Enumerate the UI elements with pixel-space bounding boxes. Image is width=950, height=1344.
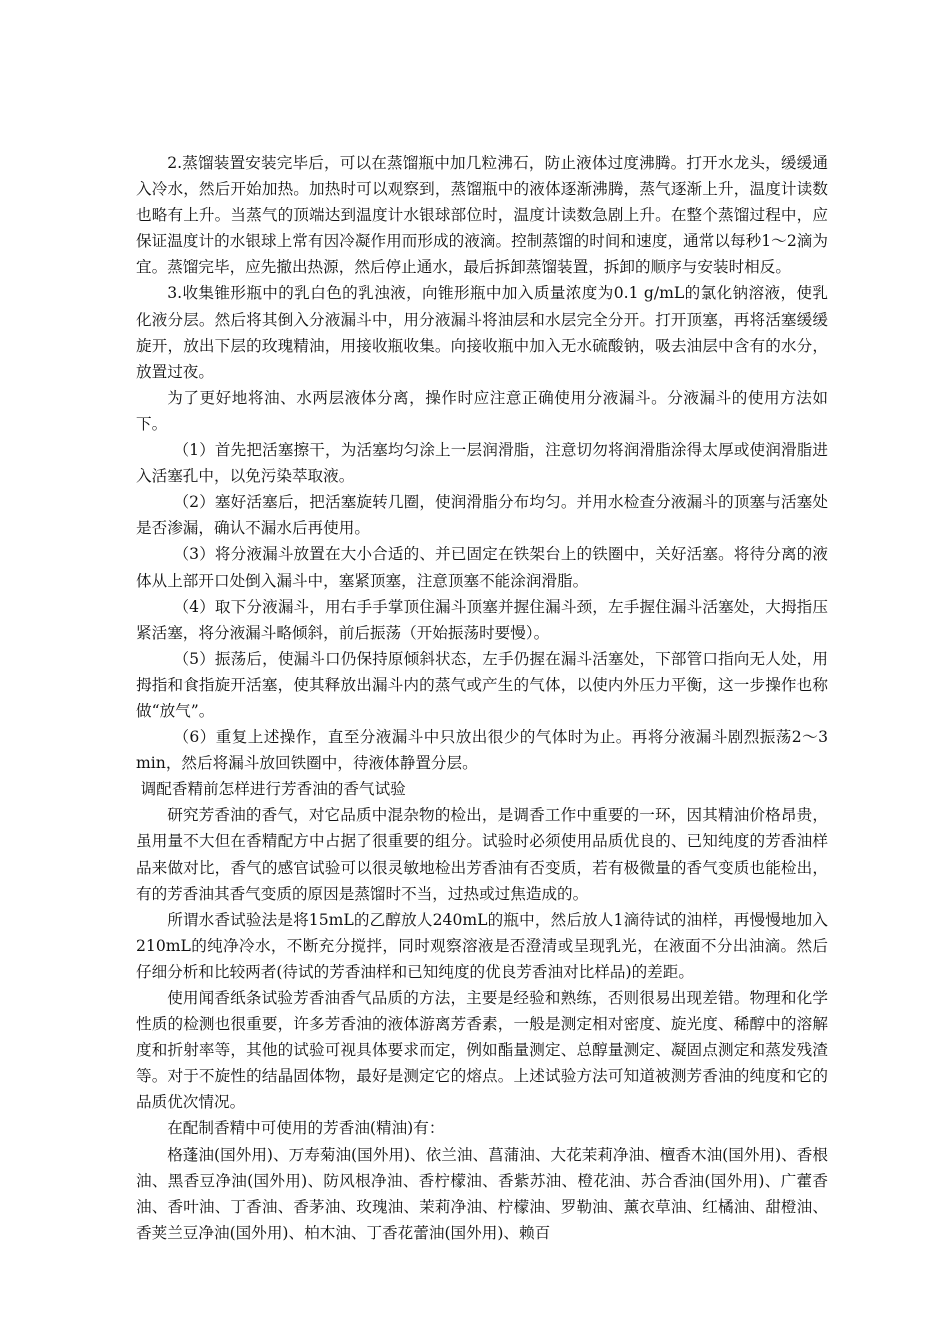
list-item-funnel-step-6: （6）重复上述操作，直至分液漏斗中只放出很少的气体时为止。再将分液漏斗剧烈振荡2～3 min，然后将漏斗放回铁圈中，待液体静置分层。 bbox=[136, 728, 828, 773]
paragraph-aroma-research: 研究芳香油的香气，对它品质中混杂物的检出，是调香工作中重要的一环，因其精油价格昂贵，虽用量不大但在香精配方中占据了很重要的组分。试验时必须使用品质优良的、已知纯度的芳香油样品来做对比，香气的感官试验可以很灵敏地检出芳香油有否变质，若有极微量的香气变质也能检出，有的芳香油其香气变质的原因是蒸馏时不当，过热或过焦造成的。 bbox=[136, 806, 828, 903]
document-body bbox=[136, 150, 828, 1246]
section-heading-aroma-test: 调配香精前怎样进行芳香油的香气试验 bbox=[140, 780, 406, 799]
list-item-funnel-step-2: （2）塞好活塞后，把活塞旋转几圈，使润滑脂分布均匀。并用水检查分液漏斗的顶塞与活塞处是否渗漏，确认不漏水后再使用。 bbox=[136, 493, 828, 538]
paragraph-distillation-step-2: 2.蒸馏装置安装完毕后，可以在蒸馏瓶中加几粒沸石，防止液体过度沸腾。打开水龙头，缓缓通入冷水，然后开始加热。加热时可以观察到，蒸馏瓶中的液体逐渐沸腾，蒸气逐渐上升，温度计读数也略有上升。当蒸气的顶端达到温度计水银球部位时，温度计读数急剧上升。在整个蒸馏过程中，应保证温度计的水银球上常有因冷凝作用而形成的液滴。控制蒸馏的时间和速度，通常以每秒1～2滴为宜。蒸馏完毕，应先撤出热源，然后停止通水，最后拆卸蒸馏装置，拆卸的顺序与安装时相反。 bbox=[136, 154, 828, 277]
list-item-funnel-step-5: （5）振荡后，使漏斗口仍保持原倾斜状态，左手仍握在漏斗活塞处，下部管口指向无人处，用拇指和食指旋开活塞，使其释放出漏斗内的蒸气或产生的气体，以使内外压力平衡，这一步操作也称做“放气”。 bbox=[136, 649, 828, 720]
paragraph-water-aroma-test: 所谓水香试验法是将15mL的乙醇放人240mL的瓶中，然后放人1滴待试的油样，再慢慢地加入210mL的纯净冷水，不断充分搅拌，同时观察溶液是否澄清或呈现乳光，在液面不分出油滴。然后仔细分析和比较两者(待试的芳香油样和已知纯度的优良芳香油对比样品)的差距。 bbox=[136, 910, 828, 981]
paragraph-oils-list: 格蓬油(国外用)、万寿菊油(国外用)、依兰油、菖蒲油、大花茉莉净油、檀香木油(国外用)、香根油、黑香豆净油(国外用)、防风根净油、香柠檬油、香紫苏油、橙花油、苏合香油(国外用)、广藿香油、香叶油、丁香油、香茅油、玫瑰油、茉莉净油、柠檬油、罗勒油、薰衣草油、红橘油、甜橙油、香荚兰豆净油(国外用)、柏木油、丁香花蕾油(国外用)、赖百 bbox=[136, 1145, 828, 1242]
paragraph-oils-intro: 在配制香精中可使用的芳香油(精油)有： bbox=[167, 1119, 445, 1138]
list-item-funnel-step-1: （1）首先把活塞擦干，为活塞均匀涂上一层润滑脂，注意切勿将润滑脂涂得太厚或使润滑脂进入活塞孔中，以免污染萃取液。 bbox=[136, 441, 828, 486]
paragraph-funnel-intro: 为了更好地将油、水两层液体分离，操作时应注意正确使用分液漏斗。分液漏斗的使用方法如下。 bbox=[136, 388, 828, 433]
list-item-funnel-step-3: （3）将分液漏斗放置在大小合适的、并已固定在铁架台上的铁圈中，关好活塞。将待分离的液体从上部开口处倒入漏斗中，塞紧顶塞，注意顶塞不能涂润滑脂。 bbox=[136, 545, 828, 590]
paragraph-smelling-strip-test: 使用闻香纸条试验芳香油香气品质的方法，主要是经验和熟练，否则很易出现差错。物理和化学性质的检测也很重要，许多芳香油的液体游离芳香素，一般是测定相对密度、旋光度、稀醇中的溶解度和折射率等，其他的试验可视具体要求而定，例如酯量测定、总醇量测定、凝固点测定和蒸发残渣等。对于不旋性的结晶固体物，最好是测定它的熔点。上述试验方法可知道被测芳香油的纯度和它的品质优次情况。 bbox=[136, 989, 828, 1112]
paragraph-distillation-step-3: 3.收集锥形瓶中的乳白色的乳浊液，向锥形瓶中加入质量浓度为0.1 g/mL的氯化钠溶液，使乳化液分层。然后将其倒入分液漏斗中，用分液漏斗将油层和水层完全分开。打开顶塞，再将活塞缓缓旋开，放出下层的玫瑰精油，用接收瓶收集。向接收瓶中加入无水硫酸钠，吸去油层中含有的水分，放置过夜。 bbox=[136, 284, 828, 381]
list-item-funnel-step-4: （4）取下分液漏斗，用右手手掌顶住漏斗顶塞并握住漏斗颈，左手握住漏斗活塞处，大拇指压紧活塞，将分液漏斗略倾斜，前后振荡（开始振荡时要慢）。 bbox=[136, 597, 828, 642]
